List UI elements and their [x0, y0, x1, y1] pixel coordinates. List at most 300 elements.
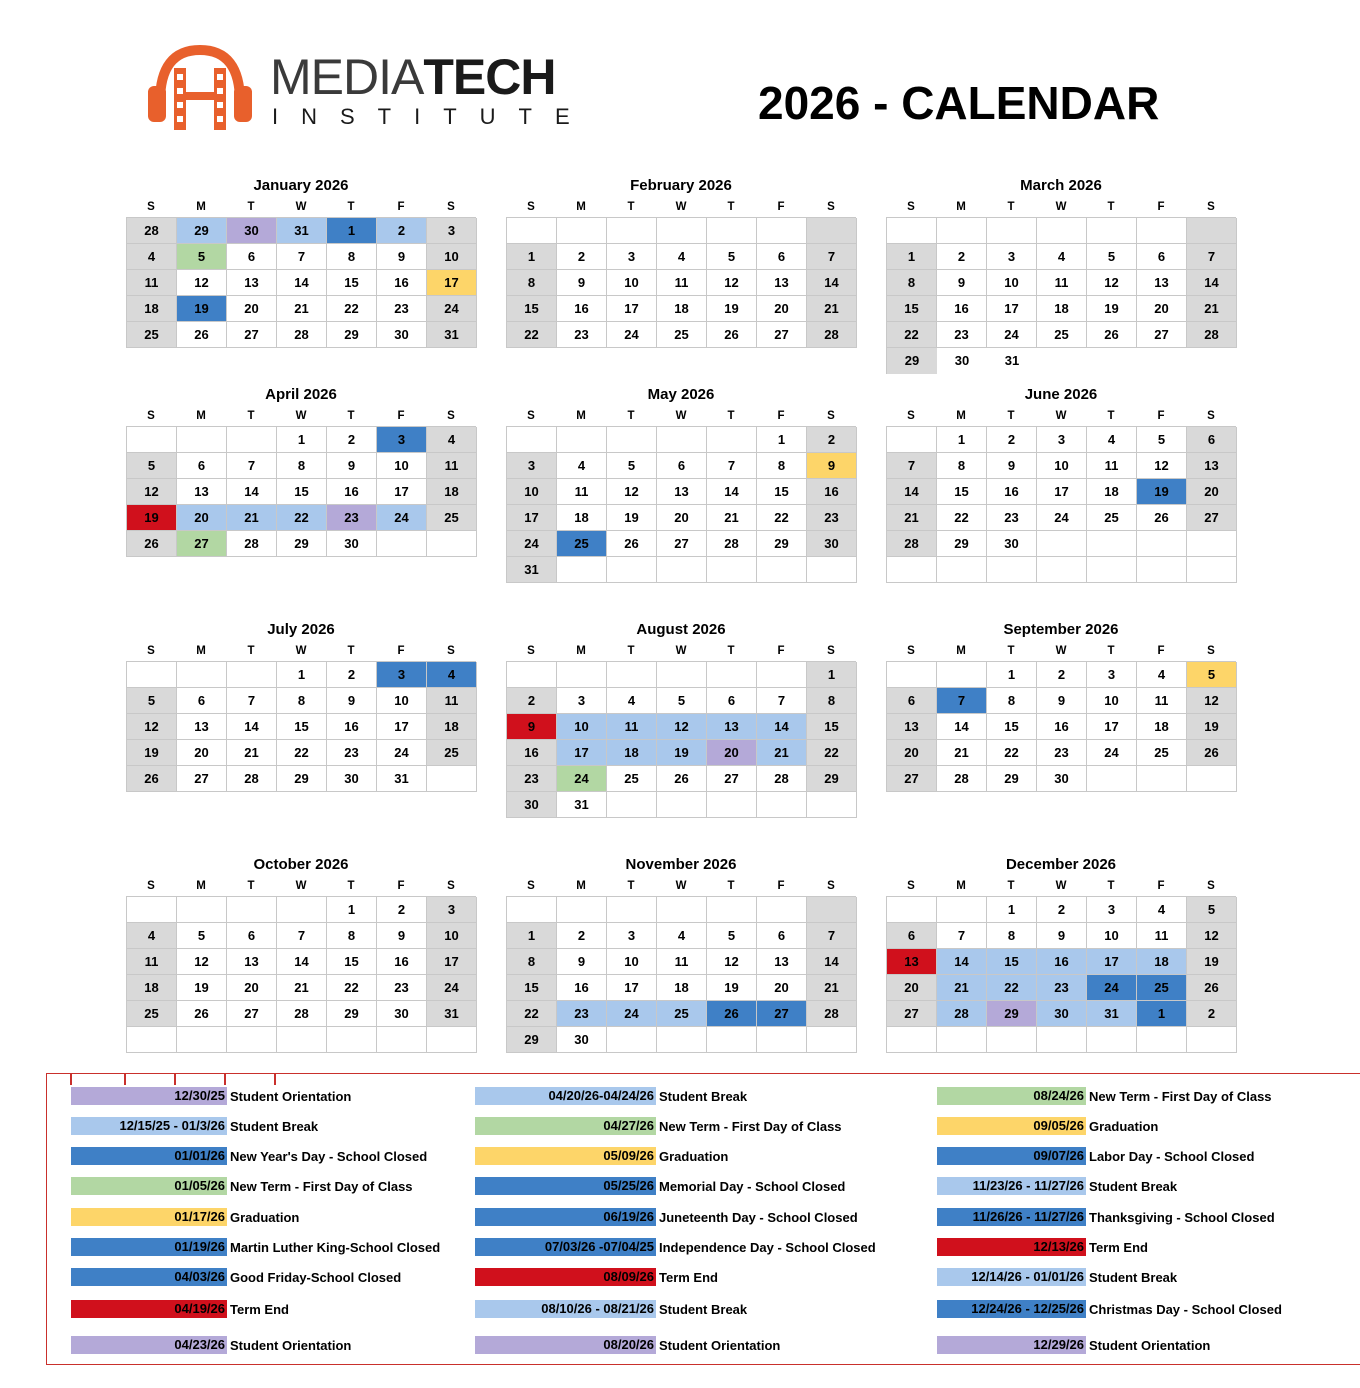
day-cell — [657, 792, 707, 818]
day-cell: 9 — [377, 923, 427, 949]
day-cell: 24 — [1087, 740, 1137, 766]
day-cell — [227, 662, 277, 688]
day-cell — [1137, 766, 1187, 792]
day-cell: 19 — [127, 505, 177, 531]
day-cell — [757, 792, 807, 818]
day-cell — [657, 427, 707, 453]
day-cell — [1037, 531, 1087, 557]
day-cell — [657, 218, 707, 244]
weekday-label: F — [777, 201, 785, 213]
weekday-header — [506, 409, 856, 423]
weekday-label: M — [956, 645, 966, 657]
legend-label: Juneteenth Day - School Closed — [659, 1209, 858, 1225]
day-cell — [227, 427, 277, 453]
day-cell — [1187, 218, 1237, 244]
day-cell: 6 — [227, 244, 277, 270]
day-cell: 2 — [377, 218, 427, 244]
day-cell — [1187, 766, 1237, 792]
day-cell — [557, 218, 607, 244]
day-cell: 6 — [757, 923, 807, 949]
day-cell: 13 — [227, 270, 277, 296]
weekday-label: T — [247, 645, 255, 657]
day-cell: 7 — [937, 688, 987, 714]
day-cell: 4 — [1137, 662, 1187, 688]
day-cell: 23 — [1037, 740, 1087, 766]
day-cell: 10 — [377, 453, 427, 479]
month-calendar — [126, 175, 476, 348]
day-grid — [126, 217, 476, 348]
day-cell: 30 — [557, 1027, 607, 1053]
logo-wordmark: MEDIATECH — [270, 49, 556, 105]
day-cell: 19 — [1187, 714, 1237, 740]
day-cell — [807, 557, 857, 583]
weekday-label: T — [247, 201, 255, 213]
day-cell: 2 — [557, 923, 607, 949]
day-cell: 1 — [757, 427, 807, 453]
day-cell: 21 — [227, 740, 277, 766]
weekday-label: S — [527, 201, 535, 213]
day-cell: 3 — [1037, 427, 1087, 453]
page-title: 2026 - CALENDAR — [758, 77, 1160, 129]
weekday-label: F — [777, 645, 785, 657]
day-cell: 30 — [954, 353, 970, 368]
day-cell — [887, 427, 937, 453]
weekday-label: T — [727, 201, 735, 213]
legend-item — [475, 1087, 747, 1105]
day-cell: 8 — [757, 453, 807, 479]
day-cell: 9 — [1037, 688, 1087, 714]
day-cell: 1 — [1137, 1001, 1187, 1027]
day-cell — [177, 897, 227, 923]
day-cell: 15 — [987, 949, 1037, 975]
day-cell: 13 — [1187, 453, 1237, 479]
day-cell: 22 — [507, 1001, 557, 1027]
legend-item — [937, 1238, 1148, 1256]
weekday-label: M — [196, 201, 206, 213]
legend-label: Good Friday-School Closed — [230, 1269, 402, 1285]
day-cell — [887, 218, 937, 244]
day-cell — [1137, 348, 1187, 374]
day-cell — [607, 557, 657, 583]
day-cell: 9 — [987, 453, 1037, 479]
day-cell: 9 — [807, 453, 857, 479]
day-cell: 9 — [507, 714, 557, 740]
day-cell — [937, 557, 987, 583]
day-cell — [227, 1027, 277, 1053]
day-cell: 14 — [807, 270, 857, 296]
day-cell: 12 — [607, 479, 657, 505]
day-cell: 5 — [177, 923, 227, 949]
legend-item — [937, 1177, 1177, 1195]
day-cell: 10 — [1087, 688, 1137, 714]
day-cell: 4 — [1037, 244, 1087, 270]
day-cell — [807, 218, 857, 244]
day-cell: 21 — [757, 740, 807, 766]
day-cell: 16 — [1037, 949, 1087, 975]
day-cell: 23 — [807, 505, 857, 531]
day-cell: 13 — [707, 714, 757, 740]
day-cell — [1187, 557, 1237, 583]
day-cell: 19 — [607, 505, 657, 531]
day-cell: 22 — [507, 322, 557, 348]
day-cell: 18 — [427, 714, 477, 740]
day-cell — [607, 218, 657, 244]
legend-date-swatch: 04/27/26 — [475, 1117, 656, 1135]
day-cell: 14 — [1187, 270, 1237, 296]
day-cell: 23 — [377, 296, 427, 322]
day-cell: 28 — [937, 1001, 987, 1027]
weekday-label: S — [147, 645, 155, 657]
legend-label: Student Break — [1089, 1269, 1178, 1285]
day-cell: 2 — [1037, 897, 1087, 923]
day-cell: 9 — [557, 270, 607, 296]
month-calendar — [126, 619, 476, 792]
legend-label: Term End — [1089, 1239, 1148, 1255]
day-cell: 15 — [757, 479, 807, 505]
day-cell: 2 — [1187, 1001, 1237, 1027]
weekday-label: F — [1157, 410, 1165, 422]
day-cell: 8 — [937, 453, 987, 479]
day-cell: 23 — [327, 505, 377, 531]
legend-date-swatch: 12/13/26 — [937, 1238, 1086, 1256]
day-cell: 8 — [987, 688, 1037, 714]
day-cell: 30 — [327, 531, 377, 557]
weekday-label: F — [777, 880, 785, 892]
weekday-label: F — [777, 410, 785, 422]
day-cell: 26 — [657, 766, 707, 792]
day-cell: 13 — [227, 949, 277, 975]
legend-item — [475, 1300, 747, 1318]
weekday-label: S — [907, 410, 915, 422]
day-cell: 7 — [937, 923, 987, 949]
day-cell — [1137, 218, 1187, 244]
day-cell — [1137, 531, 1187, 557]
day-cell — [557, 897, 607, 923]
day-cell: 14 — [277, 949, 327, 975]
day-cell: 3 — [1087, 897, 1137, 923]
legend-label: Graduation — [1089, 1118, 1159, 1134]
day-cell: 15 — [987, 714, 1037, 740]
day-cell: 17 — [1087, 714, 1137, 740]
legend-tick — [274, 1073, 276, 1085]
day-cell: 7 — [1187, 244, 1237, 270]
day-cell: 11 — [1137, 688, 1187, 714]
day-cell: 27 — [227, 322, 277, 348]
day-cell: 17 — [1087, 949, 1137, 975]
day-cell: 16 — [807, 479, 857, 505]
month-title: August 2026 — [636, 621, 726, 638]
day-cell: 25 — [657, 322, 707, 348]
legend-label: Labor Day - School Closed — [1089, 1148, 1255, 1164]
day-cell: 9 — [327, 453, 377, 479]
day-cell: 12 — [1137, 453, 1187, 479]
day-cell: 2 — [507, 688, 557, 714]
day-cell: 16 — [327, 479, 377, 505]
weekday-label: S — [1207, 645, 1215, 657]
day-cell — [887, 1027, 937, 1053]
day-cell: 5 — [1087, 244, 1137, 270]
day-cell — [277, 1027, 327, 1053]
day-cell: 7 — [277, 244, 327, 270]
day-cell: 2 — [557, 244, 607, 270]
day-cell: 12 — [657, 714, 707, 740]
day-cell: 16 — [1037, 714, 1087, 740]
legend-label: Thanksgiving - School Closed — [1089, 1209, 1275, 1225]
day-cell — [127, 427, 177, 453]
day-cell: 23 — [377, 975, 427, 1001]
day-cell: 22 — [327, 296, 377, 322]
weekday-header — [126, 200, 476, 214]
weekday-label: S — [907, 201, 915, 213]
day-cell: 21 — [807, 296, 857, 322]
day-cell: 23 — [557, 322, 607, 348]
day-cell — [557, 427, 607, 453]
legend-item — [937, 1268, 1177, 1286]
month-calendar — [506, 384, 856, 583]
weekday-label: T — [247, 410, 255, 422]
day-cell: 17 — [507, 505, 557, 531]
legend-item — [71, 1268, 401, 1286]
day-cell: 26 — [1087, 322, 1137, 348]
weekday-label: T — [347, 645, 355, 657]
day-cell: 6 — [1137, 244, 1187, 270]
weekday-label: M — [956, 880, 966, 892]
day-cell: 18 — [657, 296, 707, 322]
day-cell: 24 — [1037, 505, 1087, 531]
day-cell: 8 — [807, 688, 857, 714]
legend-label: Term End — [230, 1301, 289, 1317]
day-cell: 17 — [427, 270, 477, 296]
day-cell: 7 — [227, 688, 277, 714]
day-cell: 20 — [887, 975, 937, 1001]
day-cell: 29 — [507, 1027, 557, 1053]
day-cell: 24 — [607, 322, 657, 348]
day-cell: 28 — [937, 766, 987, 792]
weekday-label: T — [1007, 880, 1015, 892]
day-cell — [377, 531, 427, 557]
weekday-label: T — [1007, 645, 1015, 657]
legend-item — [71, 1117, 318, 1135]
weekday-label: W — [295, 410, 307, 422]
day-cell: 28 — [757, 766, 807, 792]
month-title: February 2026 — [630, 177, 732, 194]
day-cell: 31 — [1004, 353, 1020, 368]
day-cell: 2 — [1037, 662, 1087, 688]
day-cell: 16 — [987, 479, 1037, 505]
day-cell: 26 — [177, 322, 227, 348]
day-cell — [327, 1027, 377, 1053]
day-cell — [757, 557, 807, 583]
day-cell: 3 — [377, 427, 427, 453]
weekday-label: S — [827, 880, 835, 892]
day-cell: 17 — [557, 740, 607, 766]
day-cell: 28 — [227, 766, 277, 792]
day-cell: 28 — [227, 531, 277, 557]
day-cell: 3 — [557, 688, 607, 714]
day-cell: 24 — [1087, 975, 1137, 1001]
day-cell — [807, 1027, 857, 1053]
weekday-label: S — [147, 410, 155, 422]
day-cell: 20 — [757, 975, 807, 1001]
day-cell — [757, 662, 807, 688]
day-cell: 17 — [607, 975, 657, 1001]
day-cell: 8 — [277, 688, 327, 714]
day-cell: 28 — [807, 1001, 857, 1027]
day-cell: 20 — [707, 740, 757, 766]
legend-label: Term End — [659, 1269, 718, 1285]
legend-date-swatch: 08/20/26 — [475, 1336, 656, 1354]
day-cell: 31 — [557, 792, 607, 818]
day-cell: 9 — [937, 270, 987, 296]
day-cell: 28 — [887, 531, 937, 557]
weekday-label: T — [727, 880, 735, 892]
day-cell: 3 — [427, 218, 477, 244]
weekday-label: S — [527, 880, 535, 892]
day-cell: 18 — [557, 505, 607, 531]
month-calendar — [506, 619, 856, 818]
legend-date-swatch: 01/05/26 — [71, 1177, 227, 1195]
day-cell: 3 — [607, 244, 657, 270]
day-cell: 4 — [127, 923, 177, 949]
weekday-label: S — [147, 880, 155, 892]
day-cell: 14 — [757, 714, 807, 740]
month-calendar — [886, 854, 1236, 1053]
day-cell: 18 — [1137, 949, 1187, 975]
day-grid — [506, 426, 856, 583]
day-cell: 9 — [1037, 923, 1087, 949]
weekday-label: M — [956, 201, 966, 213]
legend-date-swatch: 11/26/26 - 11/27/26 — [937, 1208, 1086, 1226]
legend-item — [71, 1208, 299, 1226]
day-cell: 11 — [427, 453, 477, 479]
day-cell: 2 — [327, 427, 377, 453]
legend-item — [71, 1336, 351, 1354]
day-cell: 22 — [887, 322, 937, 348]
legend-date-swatch: 04/23/26 — [71, 1336, 227, 1354]
day-cell: 27 — [177, 531, 227, 557]
legend-label: New Term - First Day of Class — [1089, 1088, 1272, 1104]
day-cell: 20 — [757, 296, 807, 322]
weekday-label: S — [1207, 201, 1215, 213]
day-cell: 13 — [887, 714, 937, 740]
day-cell — [1137, 1027, 1187, 1053]
weekday-label: M — [576, 645, 586, 657]
day-cell — [427, 766, 477, 792]
day-cell: 21 — [277, 296, 327, 322]
legend-item — [475, 1208, 858, 1226]
day-cell: 23 — [507, 766, 557, 792]
weekday-label: T — [347, 410, 355, 422]
weekday-label: T — [347, 880, 355, 892]
legend-item — [71, 1147, 427, 1165]
day-cell: 7 — [277, 923, 327, 949]
month-calendar — [126, 384, 476, 557]
day-cell: 8 — [327, 244, 377, 270]
day-cell: 29 — [987, 766, 1037, 792]
day-cell: 24 — [557, 766, 607, 792]
day-grid — [886, 661, 1236, 792]
legend-label: Christmas Day - School Closed — [1089, 1301, 1282, 1317]
weekday-label: F — [397, 880, 405, 892]
day-cell: 4 — [607, 688, 657, 714]
legend-date-swatch: 12/29/26 — [937, 1336, 1086, 1354]
day-cell: 4 — [657, 244, 707, 270]
day-cell: 18 — [1037, 296, 1087, 322]
day-cell: 7 — [227, 453, 277, 479]
day-cell: 15 — [507, 975, 557, 1001]
day-cell — [427, 531, 477, 557]
legend-item — [475, 1147, 728, 1165]
day-cell: 19 — [1087, 296, 1137, 322]
day-cell: 21 — [887, 505, 937, 531]
day-cell: 15 — [887, 296, 937, 322]
day-cell — [757, 218, 807, 244]
weekday-header — [886, 409, 1236, 423]
day-cell: 6 — [707, 688, 757, 714]
day-cell — [887, 557, 937, 583]
day-grid — [126, 426, 476, 557]
day-cell: 3 — [377, 662, 427, 688]
day-cell: 31 — [427, 322, 477, 348]
day-cell — [707, 662, 757, 688]
weekday-label: T — [627, 645, 635, 657]
day-cell: 19 — [177, 296, 227, 322]
day-cell: 23 — [327, 740, 377, 766]
day-cell: 4 — [427, 662, 477, 688]
day-cell: 10 — [377, 688, 427, 714]
day-cell: 22 — [277, 740, 327, 766]
day-cell: 26 — [1187, 975, 1237, 1001]
day-cell: 1 — [987, 662, 1037, 688]
weekday-label: W — [295, 880, 307, 892]
day-cell — [557, 662, 607, 688]
day-cell: 30 — [327, 766, 377, 792]
day-cell: 5 — [707, 923, 757, 949]
weekday-label: M — [576, 880, 586, 892]
day-cell: 5 — [707, 244, 757, 270]
day-cell: 29 — [987, 1001, 1037, 1027]
day-cell: 2 — [377, 897, 427, 923]
day-cell: 17 — [427, 949, 477, 975]
month-title: May 2026 — [647, 386, 715, 403]
day-cell: 5 — [1187, 897, 1237, 923]
day-grid — [886, 217, 1236, 374]
day-cell: 16 — [377, 949, 427, 975]
day-cell: 26 — [127, 766, 177, 792]
weekday-label: T — [727, 645, 735, 657]
day-cell: 15 — [507, 296, 557, 322]
weekday-label: W — [1055, 410, 1067, 422]
day-cell: 26 — [707, 322, 757, 348]
day-cell — [557, 557, 607, 583]
legend-item — [937, 1208, 1275, 1226]
month-calendar — [886, 384, 1236, 583]
day-cell: 25 — [127, 1001, 177, 1027]
day-grid — [886, 426, 1236, 583]
day-cell: 28 — [1187, 322, 1237, 348]
day-cell: 14 — [707, 479, 757, 505]
day-cell: 6 — [1187, 427, 1237, 453]
weekday-label: M — [956, 410, 966, 422]
day-cell: 11 — [1037, 270, 1087, 296]
day-cell: 30 — [807, 531, 857, 557]
day-cell: 19 — [707, 296, 757, 322]
day-cell — [177, 427, 227, 453]
day-cell: 26 — [707, 1001, 757, 1027]
day-cell: 12 — [1187, 688, 1237, 714]
day-cell: 30 — [987, 531, 1037, 557]
day-cell: 10 — [607, 270, 657, 296]
